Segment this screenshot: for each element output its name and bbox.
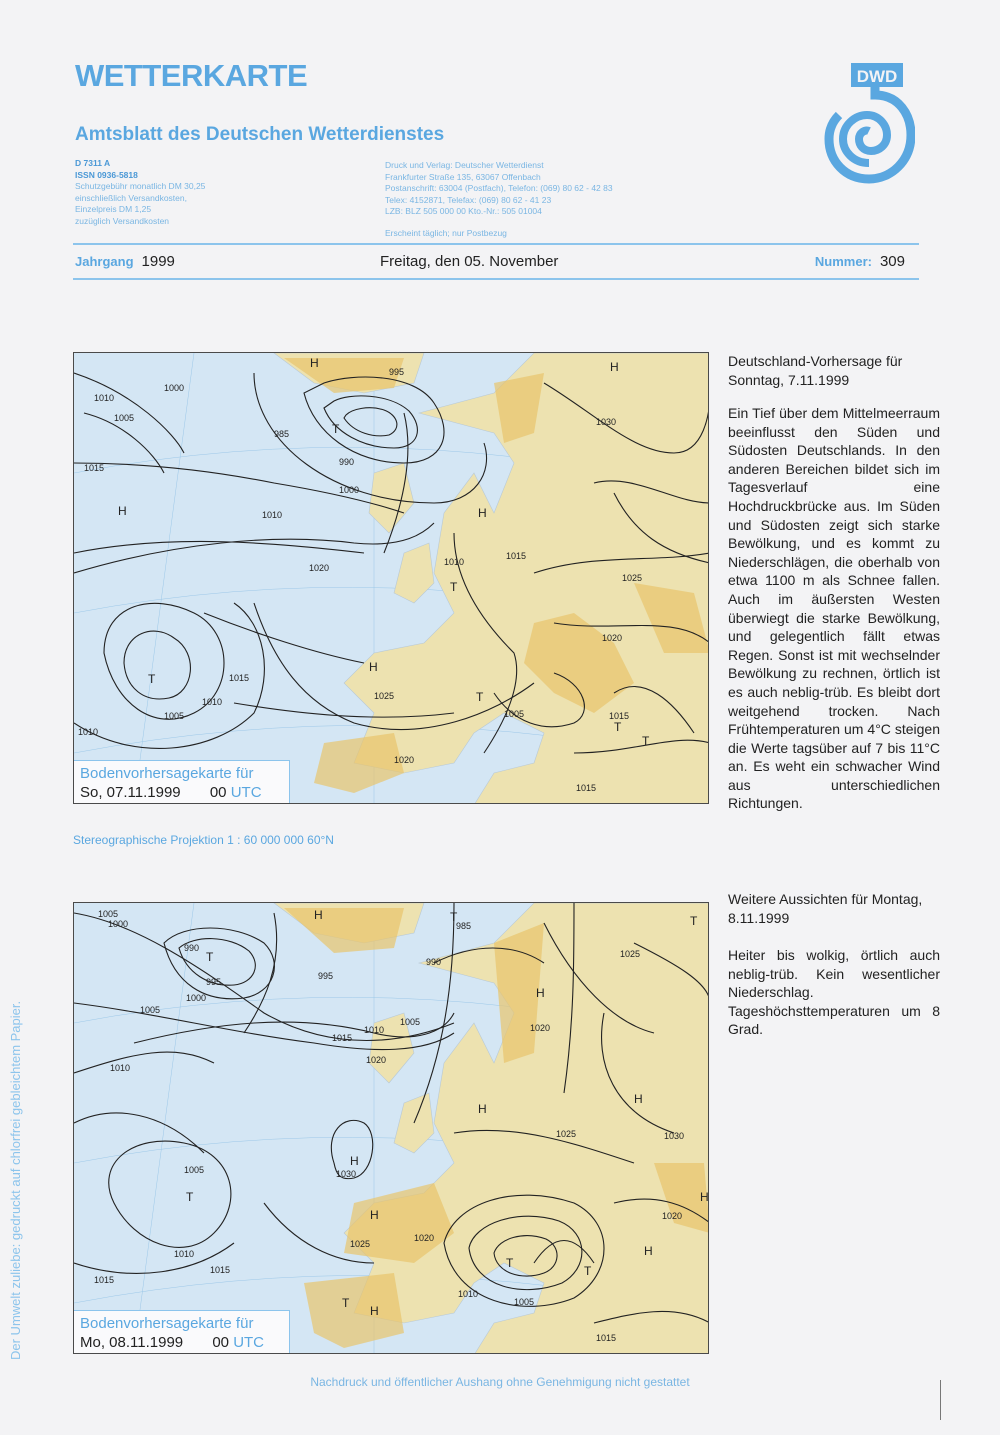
low-center: T [450,910,458,924]
publication-code: D 7311 A [75,158,111,168]
high-center: H [314,908,323,922]
jahrgang-value: 1999 [141,253,175,270]
low-center: T [206,950,214,964]
pressure-label: 1020 [366,1055,387,1065]
pressure-label: 985 [274,429,290,439]
low-center: T [614,720,622,734]
publisher-line: Telex: 4152871, Telefax: (069) 80 62 - 41 23 [385,194,552,205]
meta-right [385,160,715,239]
map-caption [74,1310,290,1353]
issn: ISSN 0936-5818 [75,169,138,180]
map-caption-date [80,1334,281,1351]
high-center: H [610,360,619,374]
publisher-line: LZB: BLZ 505 000 00 Kto.-Nr.: 505 01004 [385,206,542,216]
pressure-label: 1020 [414,1233,435,1243]
high-center: H [644,1244,653,1258]
pressure-label: 1030 [664,1131,685,1141]
map-utc: UTC [230,784,262,801]
pressure-label: 1010 [458,1289,479,1299]
pressure-label: 1005 [400,1017,421,1027]
pressure-label: 1030 [596,417,617,427]
publisher-line: Druck und Verlag: Deutscher Wetterdienst [385,160,544,170]
fee-line: Schutzgebühr monatlich DM 30,25 [75,181,206,191]
pressure-label: 1010 [202,697,223,707]
frequency-note: Erscheint täglich; nur Postbezug [385,227,507,238]
pressure-label: 1015 [576,783,597,793]
newspaper-subtitle: Amtsblatt des Deutschen Wetterdienstes [75,124,445,145]
forecast-monday-title: Weitere Aussichten für Montag, 8.11.1999 [728,891,923,926]
low-center: T [332,422,340,436]
dwd-logo [815,63,915,185]
map-date: Mo, 08.11.1999 [80,1334,184,1351]
map-caption-title: Bodenvorhersagekarte für [80,765,254,782]
forecast-map-sunday [73,352,709,804]
low-center: T [690,914,698,928]
low-center: T [148,672,156,686]
pressure-label: 1015 [332,1033,353,1043]
map-utc: UTC [233,1334,265,1351]
meta-left [75,158,325,227]
forecast-monday-body: Heiter bis wolkig, örtlich auch neblig-trüb. Kein wesentlicher Niederschlag. Tageshöchsttemperaturen um 8 Grad. [728,947,940,1038]
pressure-label: 1015 [506,551,527,561]
pressure-label: 1010 [78,727,99,737]
pressure-label: 1020 [309,563,330,573]
issue-date: Freitag, den 05. November [380,253,559,270]
pressure-label: 1025 [556,1129,577,1139]
pressure-label: 990 [426,957,442,967]
fee-line: Einzelpreis DM 1,25 [75,204,152,214]
pressure-label: 1005 [140,1005,161,1015]
map-graphic [74,353,709,804]
high-center: H [478,506,487,520]
pressure-label: 1010 [174,1249,195,1259]
pressure-label: 995 [206,977,222,987]
newspaper-title: WETTERKARTE [75,58,308,93]
pressure-label: 1010 [364,1025,385,1035]
pressure-label: 990 [339,457,355,467]
pressure-label: 995 [318,971,334,981]
low-center: T [450,580,458,594]
pressure-label: 1005 [514,1297,535,1307]
pressure-label: 1020 [602,633,623,643]
high-center: H [370,1208,379,1222]
publisher-line: Postanschrift: 63004 (Postfach), Telefon: (069) 80 62 - 42 83 [385,183,613,193]
projection-note: Stereographische Projektion 1 : 60 000 000 60°N [73,833,334,847]
forecast-map-monday [73,902,709,1354]
high-center: H [369,660,378,674]
land-masses [274,903,709,1354]
pressure-label: 1020 [394,755,415,765]
pressure-label: 1000 [108,919,129,929]
high-center: H [536,986,545,1000]
map-hour: 00 [212,1334,230,1351]
pressure-label: 990 [184,943,200,953]
pressure-label: 1005 [184,1165,205,1175]
nummer-value: 309 [879,253,905,270]
pressure-label: 995 [389,367,405,377]
pressure-label: 1025 [622,573,643,583]
environment-note: Der Umwelt zuliebe: gedruckt auf chlorfrei gebleichtem Papier. [8,1000,23,1360]
pressure-label: 1000 [186,993,207,1003]
pressure-label: 1030 [336,1169,357,1179]
high-center: H [118,504,127,518]
pressure-label: 1010 [110,1063,131,1073]
low-center: T [476,690,484,704]
pressure-label: 1015 [210,1265,231,1275]
pressure-label: 1015 [84,463,105,473]
low-center: T [506,1256,514,1270]
pressure-label: 1015 [596,1333,617,1343]
fee-line: einschließlich Versandkosten, [75,192,187,203]
pressure-label: 1000 [339,485,360,495]
pressure-label: 1025 [374,691,395,701]
pressure-label: 985 [456,921,472,931]
low-center: T [342,1296,350,1310]
pressure-label: 1010 [94,393,115,403]
pressure-label: 1015 [94,1275,115,1285]
map-caption-date [80,784,281,801]
low-center: T [642,734,650,748]
pressure-label: 1020 [530,1023,551,1033]
header-rule-top [73,243,919,245]
pressure-label: 1025 [620,949,641,959]
publisher-line: Frankfurter Straße 135, 63067 Offenbach [385,171,541,182]
low-center: T [186,1190,194,1204]
low-center: T [584,1264,592,1278]
scan-edge-mark [940,1380,941,1420]
pressure-label: 1015 [609,711,630,721]
fee-line: zuzüglich Versandkosten [75,215,170,226]
issue-row [75,253,915,275]
map-hour: 00 [209,784,227,801]
jahrgang [75,253,175,271]
pressure-label: 1005 [164,711,185,721]
high-center: H [478,1102,487,1116]
pressure-label: 1005 [504,709,525,719]
jahrgang-label: Jahrgang [75,254,134,269]
high-center: H [634,1092,643,1106]
pressure-label: 1010 [444,557,465,567]
map-graphic [74,903,709,1354]
high-center: H [310,356,319,370]
pressure-label: 1005 [114,413,135,423]
footer-note: Nachdruck und öffentlicher Aushang ohne Genehmigung nicht gestattet [310,1375,690,1389]
pressure-label: 1010 [262,510,283,520]
high-center: H [350,1154,359,1168]
nummer [815,253,905,271]
map-caption-title: Bodenvorhersagekarte für [80,1315,254,1332]
pressure-label: 1020 [662,1211,683,1221]
map-date: So, 07.11.1999 [80,784,181,801]
high-center: H [370,1304,379,1318]
logo-text: DWD [856,67,898,86]
pressure-label: 1000 [164,383,185,393]
pressure-label: 1005 [98,909,119,919]
nummer-label: Nummer: [814,254,872,269]
forecast-sunday-title: Deutschland-Vorhersage für Sonntag, 7.11.1999 [728,353,903,388]
header-rule-bottom [73,278,919,280]
map-caption [74,760,290,803]
forecast-sunday-body: Ein Tief über dem Mittelmeerraum beeinflusst den Süden und Südosten Deutschlands. In den anderen Bereichen bildet sich im Tagesverlauf eine Hochdruckbrücke aus. Im Süden und Südosten zeigt sich starke Bewölkung, und es kommt zu Niederschlägen, die oberhalb von etwa 1100 m als Schnee fallen. Auch im äußersten Westen überwiegt die starke Bewölkung, und gelegentlich fällt etwas Regen. Sonst ist mit wechselnder Bewölkung zu rechnen, örtlich ist es auch neblig-trüb. Es bleibt dort weitgehend trocken. Nach Frühtemperaturen um 4°C steigen die Werte tagsüber auf 7 bis 11°C an. Es weht ein schwacher Wind aus unterschiedlichen Richtungen. [728,405,940,812]
pressure-label: 1025 [350,1239,371,1249]
pressure-label: 1015 [229,673,250,683]
high-center: H [700,1190,709,1204]
